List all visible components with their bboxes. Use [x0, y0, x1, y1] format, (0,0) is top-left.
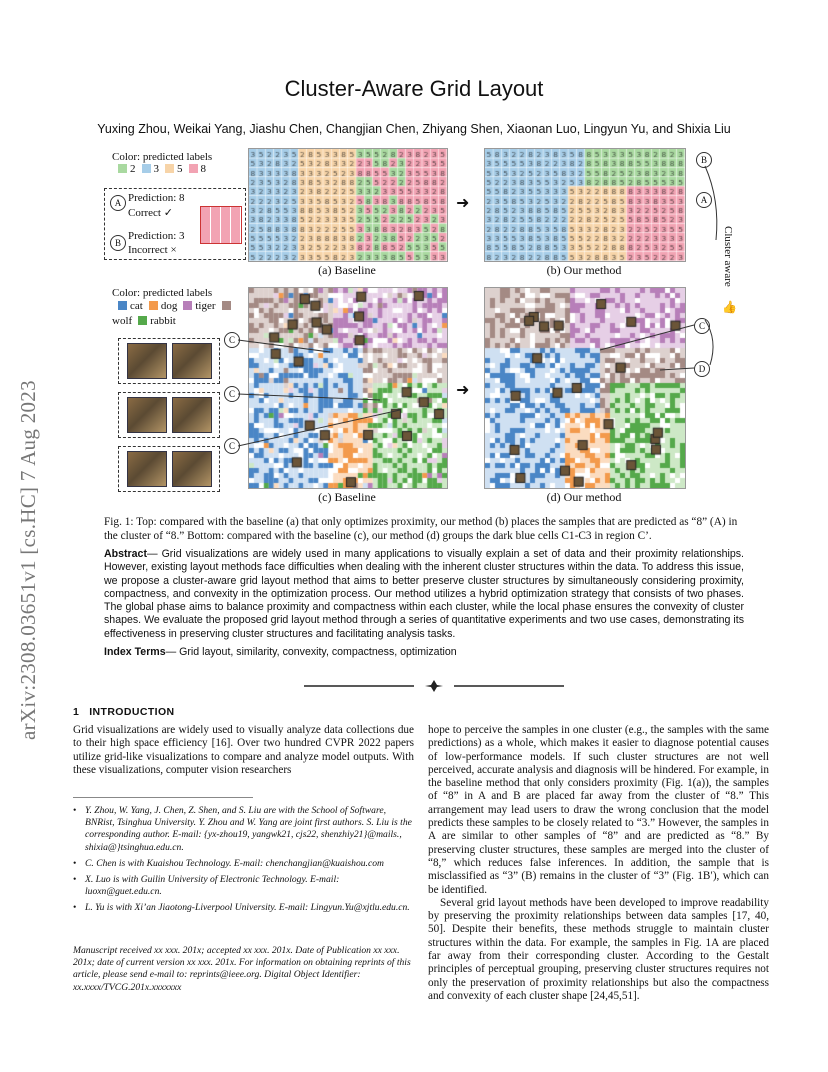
section-heading-intro [73, 706, 175, 718]
callout-b-prime: B [696, 152, 712, 168]
callout-c3: C [224, 438, 240, 454]
arrow-c-to-d: ➜ [456, 382, 470, 399]
index-terms [104, 646, 744, 658]
legend-label: cat [130, 300, 143, 312]
section-number: 1 [73, 706, 80, 718]
intro-left-paragraph: Grid visualizations are widely used to visually analyze data collections due to their high space efficiency [16]. Over two hundred CVPR 2022 papers utilize grid-like visualizations to compare and analyze model outputs. With these visualizations, computer vision researchers [73, 724, 414, 776]
intro-right-column [428, 724, 769, 1003]
legend-label: 3 [153, 163, 159, 175]
legend-label: 5 [177, 163, 183, 175]
legend-label: rabbit [150, 315, 176, 327]
label-prediction-3: Prediction: 3 [128, 230, 185, 242]
author-list: Yuxing Zhou, Weikai Yang, Jiashu Chen, Changjian Chen, Zhiyang Shen, Xiaonan Luo, Lingyun Yu, and Shixia Liu [97, 122, 731, 136]
figure-connectors [0, 0, 828, 520]
legend-label: tiger [195, 300, 216, 312]
index-terms-label: Index Terms [104, 646, 166, 658]
label-incorrect: Incorrect × [128, 244, 177, 256]
paper-title: Cluster-Aware Grid Layout [284, 76, 544, 101]
callout-c1: C [224, 332, 240, 348]
section-title: INTRODUCTION [89, 706, 175, 718]
cluster-aware-label: Cluster aware [722, 226, 734, 287]
abstract [104, 548, 744, 641]
caption-d: (d) Our method [546, 490, 622, 504]
callout-d: D [694, 361, 710, 377]
abstract-label: Abstract [104, 548, 147, 560]
legend-label: 8 [200, 163, 206, 175]
section-divider [304, 680, 564, 692]
arxiv-stamp: arXiv:2308.03651v1 [cs.HC] 7 Aug 2023 [16, 380, 40, 740]
footnote-3: • X. Luo is with Guilin University of Electronic Technology. E-mail: luoxn@guet.edu.cn. [73, 874, 414, 898]
callout-a: A [110, 195, 126, 211]
abstract-text: — Grid visualizations are widely used in many applications to visually explain a set of data and their proximity relationships. However, existing layout methods face difficulties when dealing with the inherent cluster structures within the data. To address this issue, we propose a cluster-aware grid layout method that aims to better preserve cluster structures by simultaneously considering proximity, compactness, and convexity in the optimization process. Our method utilizes a hybrid optimization strategy that consists of two phases. The global phase aims to balance proximity and compactness within each cluster, while the local phase ensures the convexity of cluster shapes. We evaluate the proposed grid layout method through a series of quantitative experiments and two use cases, demonstrating its effectiveness in preserving cluster structures and facilitating analysis tasks. [104, 548, 744, 640]
callout-a-prime: A [696, 192, 712, 208]
arrow-a-to-b: ➜ [456, 195, 470, 212]
caption-a: (a) Baseline [318, 263, 376, 277]
footnote-rule [73, 797, 253, 798]
caption-b: (b) Our method [546, 263, 622, 277]
legend-label: 2 [130, 163, 136, 175]
figure-caption: Fig. 1: Top: compared with the baseline (a) that only optimizes proximity, our method (b) places the samples that are predicted as “8” (A) in the cluster of “8.” Bottom: compared with the baseline (c), our method (d) groups the dark blue cells C1-C3 in region C’. [104, 516, 738, 542]
label-correct: Correct ✓ [128, 207, 173, 219]
legend-bottom-title: Color: predicted labels [112, 287, 213, 299]
index-terms-text: — Grid layout, similarity, convexity, compactness, optimization [165, 646, 457, 658]
callout-c-prime: C [694, 318, 710, 334]
affiliation-footnotes [73, 805, 414, 919]
manuscript-note: Manuscript received xx xxx. 201x; accepted xx xxx. 201x. Date of Publication xx xxx. 201x; date of current version xx xxx. 201x. For information on obtaining reprints of this article, please send e-mail to: reprints@ieee.org. Digital Object Identifier: xx.xxxx/TVCG.201x.xxxxxxx [73, 945, 411, 993]
legend-label: wolf [112, 315, 133, 327]
label-prediction-8: Prediction: 8 [128, 192, 185, 204]
intro-right-paragraph-1: hope to perceive the samples in one cluster (e.g., the samples with the same predictions) as a whole, which makes it easier to diagnose potential causes of low-performance models. If such cluster structures are not well perceived, accurate analysis and diagnosis will be hindered. For example, in the baseline method that only considers proximity (Fig. 1(a)), the samples of “8” in A and B are placed far away from the cluster of “8.” This arrangement may lead users to draw the wrong conclusion that the model predicts these samples to be closely related to “3.” However, the samples in A are similar to other samples of “8” and are predicted as “8.” By preserving cluster structures, these samples are merged into the cluster of “8,” which reduces false inferences. In addition, the sample that is misclassified as “3” (B) remains in the cluster of “3” (Fig. 1B′), which can be identified. [428, 724, 769, 896]
callout-c2: C [224, 386, 240, 402]
intro-right-paragraph-2: Several grid layout methods have been developed to improve readability by preserving the proximity relationships between data samples [17, 40, 50]. Despite their benefits, these methods struggle to maintain cluster structures within the data. For example, the samples in Fig. 1A are placed far away from their corresponding cluster. According to the Gestalt principles of perceptual grouping, preserving cluster structures requires not only the preservation of proximity relationships but also the compactness and convexity of each cluster shape [24,45,51]. [428, 896, 769, 1002]
legend-top-title: Color: predicted labels [112, 151, 213, 163]
footnote-1: • Y. Zhou, W. Yang, J. Chen, Z. Shen, and S. Liu are with the School of Software, BNRist, Tsinghua University. Y. Zhou and W. Yang are joint first authors. S. Liu is the corresponding author. E-mail: {yx-zhou19, yangwk21, cjs22, shenzhiy21}@mails., shixia@}tsinghua.edu.cn. [73, 805, 414, 854]
callout-b: B [110, 235, 126, 251]
thumbs-up-icon: 👍 [722, 300, 737, 314]
footnote-2: • C. Chen is with Kuaishou Technology. E-mail: chenchangjian@kuaishou.com [73, 858, 414, 870]
footnote-4: • L. Yu is with Xi’an Jiaotong-Liverpool University. E-mail: Lingyun.Yu@xjtlu.edu.cn. [73, 902, 414, 914]
caption-c: (c) Baseline [318, 490, 376, 504]
legend-label: dog [160, 300, 178, 312]
